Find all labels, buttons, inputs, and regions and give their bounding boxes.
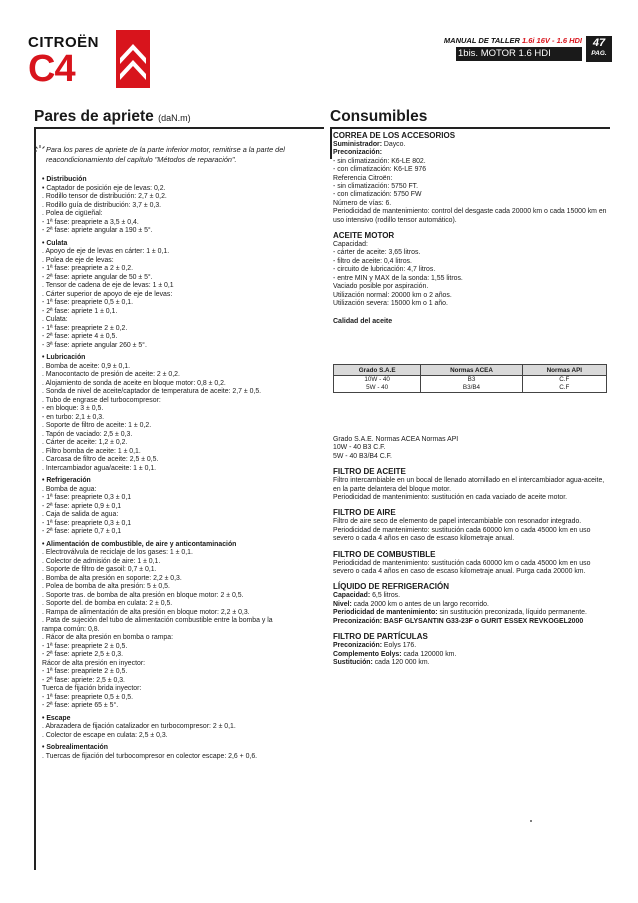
torque-line: . Soporte del. de bomba en culata: 2 ± 0,5. [42, 600, 173, 607]
torque-line: . Soporte de filtro de gasoil: 0,7 ± 0,1. [42, 566, 157, 573]
section-banner: 1bis. MOTOR 1.6 HDI [456, 47, 582, 61]
torque-line: - 1ª fase: preapriete 0,3 ± 0,1 [42, 494, 132, 501]
torque-line: . Colector de escape en culata: 2,5 ± 0,3. [42, 731, 168, 739]
torque-line: . Manocontacto de presión de aceite: 2 ± 0,2. [42, 371, 180, 378]
engine-oil-line: Capacidad: [333, 241, 368, 249]
torque-line: - 2ª fase: apriete angular a 190 ± 5°. [42, 227, 153, 234]
consumables-section-title [330, 108, 610, 126]
engine-oil-lines [333, 241, 610, 308]
belt-line: - con climatización: 5750 FW [333, 191, 422, 199]
particle-preconization: Eolys 176. [382, 642, 417, 650]
manual-model: 1.6i 16V - 1.6 HDI [521, 36, 582, 45]
coolant-capacity-label: Capacidad: [333, 592, 371, 600]
table-cell: C.F [522, 384, 606, 393]
particle-preconization-label: Preconización: [333, 642, 383, 650]
fuel-filter-maintenance: Periodicidad de mantenimiento: sustitución cada 60000 km o cada 45000 km en uso severo o cada 4 años en caso de escaso kilometraje anual. Purga cada 20000 km. [333, 559, 591, 576]
torque-title: Pares de apriete [34, 108, 154, 125]
note-burst-icon [34, 145, 46, 157]
citroen-chevrons-icon [116, 30, 150, 88]
oil-quality-table [333, 364, 607, 393]
page-number: 47 [592, 37, 606, 49]
coolant-capacity: 6,5 litros. [370, 592, 401, 600]
coolant-heading: LÍQUIDO DE REFRIGERACIÓN [333, 582, 450, 592]
torque-line: . Intercambiador agua/aceite: 1 ± 0,1. [42, 464, 157, 472]
torque-group-heading: • Distribución [42, 176, 87, 183]
torque-line: - 1ª fase: preapriete 0,5 ± 0,5. [42, 693, 133, 701]
torque-line: - en turbo: 2,1 ± 0,3. [42, 413, 105, 421]
torque-note-text: Para los pares de apriete de la parte inferior motor, remitirse a la parte del reacondicionamiento del capítulo "Métodos de reparación". [46, 145, 285, 164]
torque-group-heading: • Culata [42, 239, 68, 247]
particle-filter-heading: FILTRO DE PARTÍCULAS [333, 632, 428, 642]
coolant-preconization: BASF GLYSANTIN G33-23F o GURIT ESSEX REVKOGEL2000 [382, 617, 584, 625]
belt-maintenance: Periodicidad de mantenimiento: control del desgaste cada 20000 km o cada 15000 km en uso intensivo (rodillo tensor automático). [333, 208, 607, 224]
oil-col-acea: Normas ACEA [421, 365, 522, 376]
torque-group-heading: • Refrigeración [42, 477, 91, 484]
table-row [334, 384, 607, 393]
torque-line: . Carcasa de filtro de aceite: 2,5 ± 0,5. [42, 456, 159, 463]
torque-line: - 1ª fase: preapriete 0,5 ± 0,1. [42, 299, 133, 306]
oil-filter-heading: FILTRO DE ACEITE [333, 467, 406, 477]
torque-line: - 1ª fase: preapriete 2 ± 0,2. [42, 324, 128, 332]
consumables-lower [333, 436, 610, 667]
torque-line: . Bomba de aceite: 0,9 ± 0,1. [42, 362, 131, 370]
coolant-maintenance: sin sustitución preconizada, líquido permanente. [437, 609, 587, 617]
belt-line: Número de vías: 6. [333, 199, 392, 207]
torque-line: Rácor de alta presión en inyector: [42, 659, 146, 667]
oil-grade-line: Grado S.A.E. Normas ACEA Normas API [333, 436, 459, 443]
air-filter-heading: FILTRO DE AIRE [333, 508, 396, 518]
oil-grade-line: 10W - 40 B3 C.F. [333, 444, 386, 452]
engine-oil-heading: ACEITE MOTOR [333, 231, 395, 241]
torque-line: - 2ª fase: apriete 65 ± 5°. [42, 702, 119, 709]
page-label: PAG. [591, 50, 607, 57]
torque-line: . Rodillo tensor de distribución: 2,7 ± 0,2. [42, 193, 167, 200]
oil-quality-heading: Calidad del aceite [333, 318, 393, 326]
torque-line: . Cárter superior de apoyo de eje de levas: [42, 290, 173, 298]
torque-line: . Sonda de nivel de aceite/captador de temperatura de aceite: 2,7 ± 0,5. [42, 388, 262, 395]
belt-preconization-label: Preconización: [333, 149, 383, 157]
oil-filter-text: Filtro intercambiable en un bocal de llenado atornillado en el intercambiador agua-aceite, en la parte delantera del bloque motor. [333, 477, 605, 493]
torque-line: . Soporte de filtro de aceite: 1 ± 0,2. [42, 422, 152, 429]
torque-group-heading: • Sobrealimentación [42, 744, 108, 751]
belt-supplier: Dayco. [382, 141, 406, 148]
torque-line: Tuerca de fijación brida inyector: [42, 685, 142, 692]
fuel-filter-heading: FILTRO DE COMBUSTIBLE [333, 549, 436, 559]
table-row [334, 376, 607, 385]
engine-oil-line: Utilización severa: 15000 km o 1 año. [333, 299, 448, 307]
belt-heading: CORREA DE LOS ACCESORIOS [333, 131, 456, 140]
torque-line: - 2ª fase: apriete 0,9 ± 0,1 [42, 502, 122, 510]
table-cell: B3 [421, 376, 522, 385]
torque-line: . Bomba de alta presión en soporte: 2,2 ± 0,3. [42, 574, 182, 582]
brand-name: CITROËN [28, 34, 99, 51]
torque-line: - 1ª fase: preapriete a 3,5 ± 0,4. [42, 218, 139, 226]
torque-line: . Polea de bomba de alta presión: 5 ± 0,5. [42, 583, 170, 590]
particle-replacement: cada 120 000 km. [372, 658, 430, 666]
belt-line: - sin climatización: 5750 FT. [333, 183, 419, 191]
torque-line: . Abrazadera de fijación catalizador en turbocompresor: 2 ± 0,1. [42, 723, 236, 730]
engine-oil-line: - filtro de aceite: 0,4 litros. [333, 257, 412, 265]
table-cell: 5W - 40 [334, 384, 421, 393]
torque-line: - 2ª fase: apriete 0,7 ± 0,1 [42, 528, 122, 535]
torque-line: . Colector de admisión de aire: 1 ± 0,1. [42, 557, 161, 565]
torque-line: - 2ª fase: apriete angular de 50 ± 5°. [42, 273, 153, 281]
torque-line: - 2ª fase: apriete 4 ± 0,5. [42, 333, 118, 340]
scan-speck [530, 820, 532, 822]
torque-line: . Bomba de agua: [42, 485, 97, 493]
belt-line: - con climatización: K6-LE 976 [333, 166, 427, 174]
torque-line: - 2ª fase: apriete 2,5 ± 0,3. [42, 651, 124, 658]
torque-line: • Captador de posición eje de levas: 0,2. [42, 184, 166, 192]
torque-line: . Culata: [42, 316, 68, 323]
torque-left-rule [34, 127, 36, 870]
coolant-maintenance-label: Periodicidad de mantenimiento: [333, 609, 438, 617]
oil-col-sae: Grado S.A.E [334, 365, 421, 376]
torque-line: . Caja de salida de agua: [42, 511, 119, 518]
torque-line: . Rodillo guía de distribución: 3,7 ± 0,3. [42, 201, 162, 209]
belt-line: Referencia Citroën: [333, 174, 393, 182]
torque-line: - en bloque: 3 ± 0,5. [42, 405, 104, 412]
engine-oil-line: Utilización normal: 20000 km o 2 años. [333, 291, 452, 299]
consumables-title: Consumibles [330, 108, 428, 125]
belt-lines [333, 158, 610, 208]
table-cell: 10W - 40 [334, 376, 421, 385]
torque-group-heading: • Lubricación [42, 354, 86, 361]
coolant-level: cada 2000 km o antes de un largo recorrido. [351, 600, 489, 608]
manual-prefix: MANUAL DE TALLER [443, 36, 520, 45]
torque-line: . Rampa de alimentación de alta presión en bloque motor: 2,2 ± 0,3. [42, 608, 250, 616]
torque-line: - 1ª fase: preapriete 2 ± 0,5. [42, 642, 128, 650]
consumables-content [333, 131, 610, 327]
brand-model: C4 [28, 48, 75, 90]
torque-line: . Tapón de vaciado: 2,5 ± 0,3. [42, 430, 133, 438]
oil-grade-line: 5W - 40 B3/B4 C.F. [333, 452, 392, 460]
torque-list [42, 176, 326, 761]
table-cell: B3/B4 [421, 384, 522, 393]
torque-line: . Polea de cigüeñal: [42, 210, 103, 217]
torque-title-rule [34, 127, 324, 129]
coolant-level-label: Nivel: [333, 600, 352, 608]
engine-oil-line: Vaciado posible por aspiración. [333, 283, 429, 291]
torque-line: . Alojamiento de sonda de aceite en bloque motor: 0,8 ± 0,2. [42, 379, 226, 387]
torque-line: . Electroválvula de reciclaje de los gases: 1 ± 0,1. [42, 549, 193, 556]
torque-line: . Apoyo de eje de levas en cárter: 1 ± 0,1. [42, 248, 170, 255]
torque-note [46, 145, 316, 164]
particle-complement: cada 120000 km. [401, 650, 457, 658]
torque-line: . Tensor de cadena de eje de levas: 1 ± 0,1 [42, 282, 174, 289]
page-number-box [586, 36, 612, 62]
consumables-left-rule [330, 127, 332, 159]
torque-section-title [34, 108, 324, 126]
oil-filter-maintenance: Periodicidad de mantenimiento: sustitución en cada vaciado de aceite motor. [333, 494, 568, 502]
engine-oil-line: - circuito de lubricación: 4,7 litros. [333, 266, 436, 274]
manual-header [443, 36, 582, 60]
torque-line: . Polea de eje de levas: [42, 256, 114, 264]
oil-col-api: Normas API [522, 365, 606, 376]
oil-grades-text [333, 436, 610, 461]
torque-line: - 2ª fase: apriete: 2,5 ± 0,3. [42, 676, 125, 684]
coolant-preconization-label: Preconización: [333, 617, 383, 625]
air-filter-maintenance: Periodicidad de mantenimiento: sustitución cada 60000 km o cada 45000 km en uso severo o cada 4 años en caso de escaso kilometraje anual. [333, 526, 591, 543]
torque-line: . Pata de sujeción del tubo de alimentación combustible entre la bomba y la [42, 617, 273, 624]
torque-line: . Rácor de alta presión en bomba o rampa: [42, 634, 173, 641]
torque-line: . Tubo de engrase del turbocompresor: [42, 396, 161, 404]
particle-replacement-label: Sustitución: [333, 658, 373, 666]
torque-line: - 1ª fase: preapriete 0,3 ± 0,1 [42, 519, 132, 527]
brand-logo-block [28, 28, 148, 88]
torque-line: - 2ª fase: apriete 1 ± 0,1. [42, 307, 118, 315]
torque-group-heading: • Escape [42, 714, 71, 722]
table-cell: C.F [522, 376, 606, 385]
engine-oil-line: - cárter de aceite: 3,65 litros. [333, 249, 421, 257]
torque-group-heading: • Alimentación de combustible, de aire y anticontaminación [42, 540, 237, 548]
consumables-title-rule [330, 127, 610, 129]
manual-title [444, 36, 582, 45]
air-filter-text: Filtro de aire seco de elemento de papel intercambiable con resonador integrado. [333, 518, 582, 526]
torque-line: rampa común: 0,8. [42, 625, 100, 633]
torque-line: . Filtro bomba de aceite: 1 ± 0,1. [42, 447, 141, 455]
torque-unit: (daN.m) [158, 113, 191, 123]
engine-oil-line: - entre MIN y MAX de la sonda: 1,55 litros. [333, 274, 463, 282]
torque-line: - 1ª fase: preapriete 2 ± 0,5. [42, 668, 128, 675]
torque-line: - 1ª fase: preapriete a 2 ± 0,2. [42, 265, 133, 272]
belt-line: - sin climatización: K6-LE 802. [333, 157, 426, 165]
torque-line: . Cárter de aceite: 1,2 ± 0,2. [42, 439, 128, 446]
belt-supplier-label: Suministrador: [333, 141, 383, 148]
torque-line: - 3ª fase: apriete angular 260 ± 5°. [42, 341, 147, 349]
particle-complement-label: Complemento Eolys: [333, 650, 402, 658]
torque-line: . Soporte tras. de bomba de alta presión en bloque motor: 2 ± 0,5. [42, 591, 244, 599]
torque-line: . Tuercas de fijación del turbocompresor en colector escape: 2,6 + 0,6. [42, 752, 258, 760]
